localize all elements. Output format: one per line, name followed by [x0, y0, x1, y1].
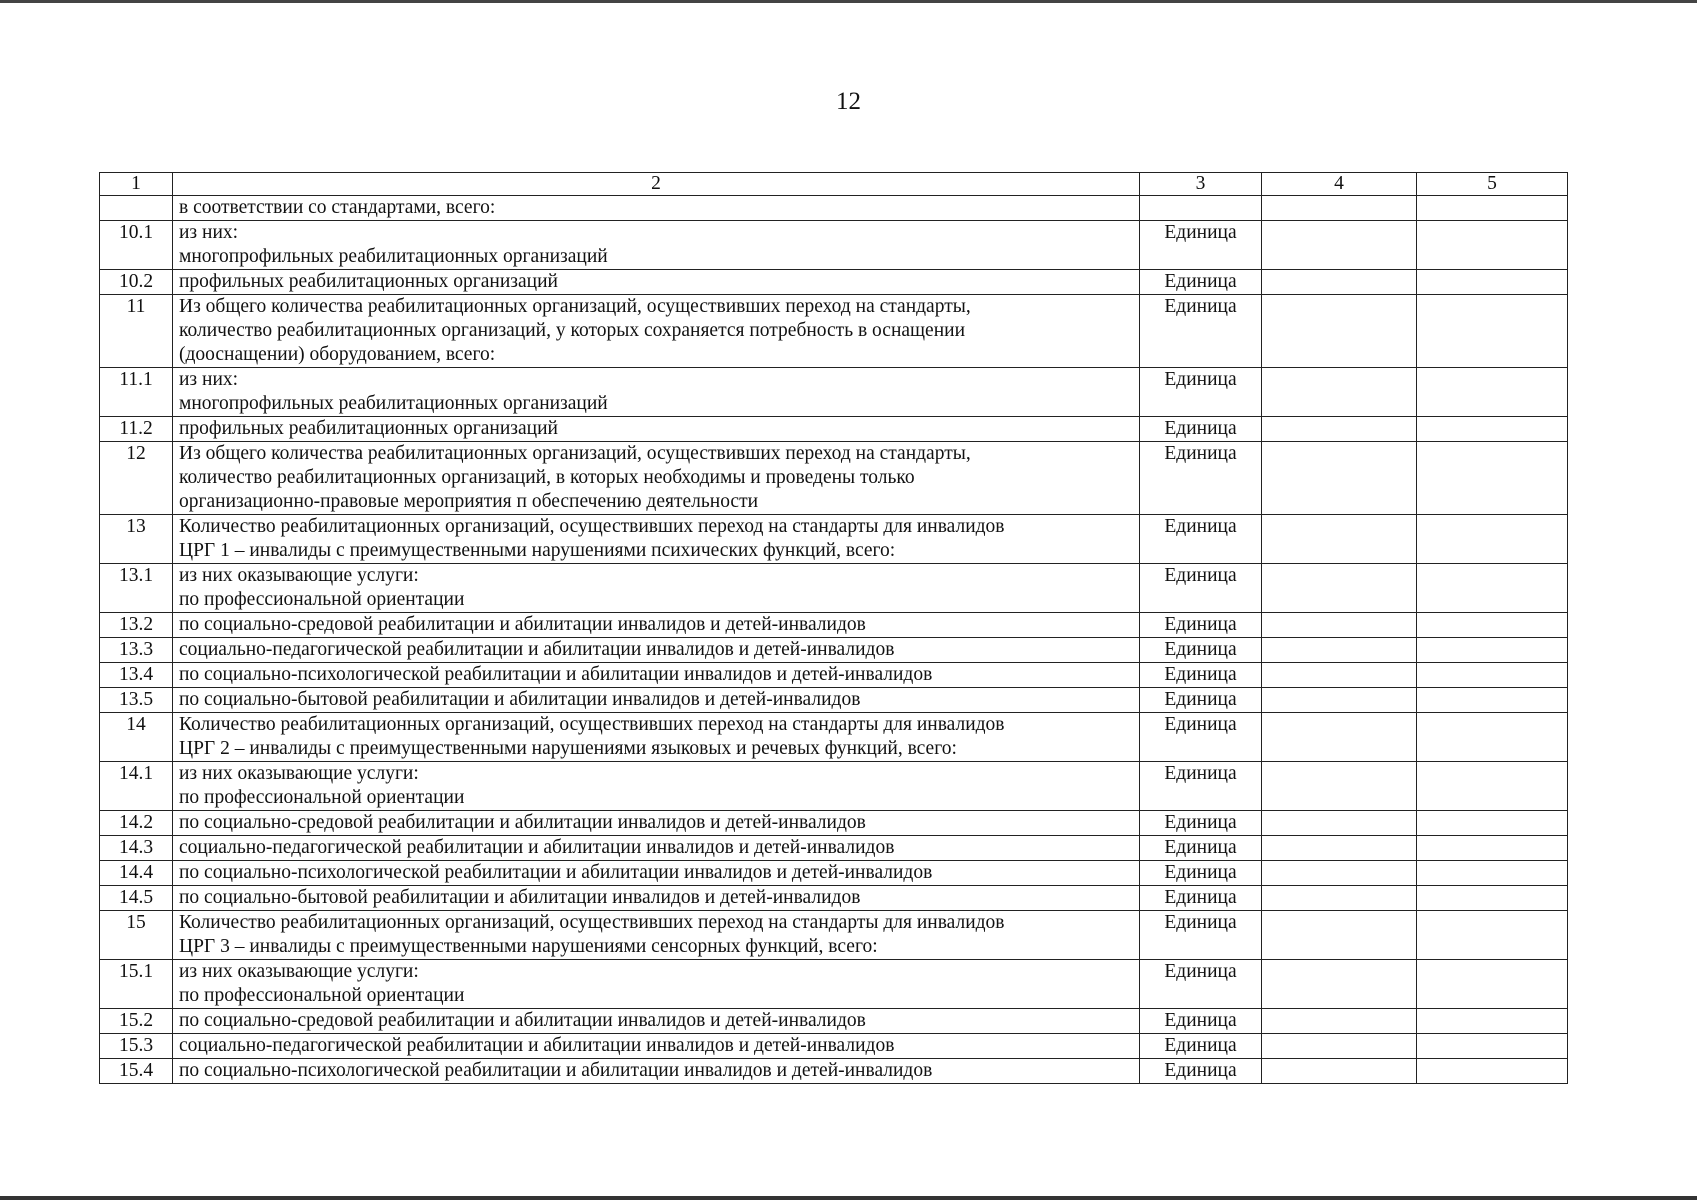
indicator-text-line: из них:	[179, 369, 239, 390]
value-cell-col5	[1417, 762, 1568, 811]
value-cell-col4	[1262, 564, 1417, 613]
indicator-text-line: многопрофильных реабилитационных организаций	[179, 246, 608, 267]
header-col-3: 3	[1140, 173, 1262, 196]
indicator-text-line: по профессиональной ориентации	[179, 985, 465, 1006]
value-cell-col4	[1262, 811, 1417, 836]
unit-cell: Единица	[1140, 368, 1262, 417]
value-cell-col5	[1417, 564, 1568, 613]
row-number-cell	[100, 196, 173, 221]
row-number-cell: 13.5	[100, 688, 173, 713]
unit-cell: Единица	[1140, 515, 1262, 564]
row-number-cell: 13	[100, 515, 173, 564]
unit-cell: Единица	[1140, 295, 1262, 368]
value-cell-col5	[1417, 295, 1568, 368]
unit-cell	[1140, 196, 1262, 221]
table-row	[100, 613, 1568, 638]
value-cell-col4	[1262, 270, 1417, 295]
table-row	[100, 442, 1568, 515]
unit-cell: Единица	[1140, 613, 1262, 638]
unit-cell: Единица	[1140, 811, 1262, 836]
indicator-name-cell	[173, 911, 1140, 960]
table-row	[100, 1034, 1568, 1059]
table-row	[100, 911, 1568, 960]
table-row	[100, 811, 1568, 836]
indicator-text-line: по социально-психологической реабилитации и абилитации инвалидов и детей-инвалидов	[179, 862, 933, 883]
indicator-name-cell	[173, 270, 1140, 295]
row-number-cell: 11	[100, 295, 173, 368]
indicator-text-line: по социально-бытовой реабилитации и абилитации инвалидов и детей-инвалидов	[179, 887, 861, 908]
indicator-name-cell	[173, 515, 1140, 564]
unit-cell: Единица	[1140, 638, 1262, 663]
row-number-cell: 10.1	[100, 221, 173, 270]
indicator-text-line: по социально-средовой реабилитации и абилитации инвалидов и детей-инвалидов	[179, 1010, 866, 1031]
value-cell-col4	[1262, 221, 1417, 270]
value-cell-col5	[1417, 613, 1568, 638]
value-cell-col4	[1262, 861, 1417, 886]
value-cell-col4	[1262, 1034, 1417, 1059]
header-col-5: 5	[1417, 173, 1568, 196]
row-number-cell: 14	[100, 713, 173, 762]
indicator-name-cell	[173, 613, 1140, 638]
value-cell-col4	[1262, 836, 1417, 861]
value-cell-col4	[1262, 1009, 1417, 1034]
indicator-text-line: Количество реабилитационных организаций, осуществивших переход на стандарты для инвалидов	[179, 516, 1005, 537]
indicator-text-line: количество реабилитационных организаций, у которых сохраняется потребность в оснащении	[179, 320, 966, 341]
value-cell-col4	[1262, 762, 1417, 811]
table-row	[100, 663, 1568, 688]
table-row	[100, 762, 1568, 811]
row-number-cell: 15.3	[100, 1034, 173, 1059]
table-row	[100, 688, 1568, 713]
indicator-text-line: из них оказывающие услуги:	[179, 961, 419, 982]
indicator-text-line: социально-педагогической реабилитации и абилитации инвалидов и детей-инвалидов	[179, 837, 895, 858]
value-cell-col5	[1417, 368, 1568, 417]
value-cell-col4	[1262, 886, 1417, 911]
indicator-text-line: социально-педагогической реабилитации и абилитации инвалидов и детей-инвалидов	[179, 639, 895, 660]
indicator-text-line: Количество реабилитационных организаций, осуществивших переход на стандарты для инвалидов	[179, 912, 1005, 933]
unit-cell: Единица	[1140, 886, 1262, 911]
value-cell-col4	[1262, 295, 1417, 368]
row-number-cell: 15.1	[100, 960, 173, 1009]
table-row	[100, 564, 1568, 613]
value-cell-col5	[1417, 861, 1568, 886]
indicator-name-cell	[173, 811, 1140, 836]
table-row	[100, 196, 1568, 221]
unit-cell: Единица	[1140, 442, 1262, 515]
indicator-name-cell	[173, 886, 1140, 911]
unit-cell: Единица	[1140, 836, 1262, 861]
value-cell-col5	[1417, 417, 1568, 442]
indicator-name-cell	[173, 861, 1140, 886]
row-number-cell: 13.3	[100, 638, 173, 663]
value-cell-col4	[1262, 417, 1417, 442]
table-row	[100, 861, 1568, 886]
unit-cell: Единица	[1140, 1059, 1262, 1084]
table-row	[100, 836, 1568, 861]
value-cell-col5	[1417, 1009, 1568, 1034]
value-cell-col5	[1417, 836, 1568, 861]
indicator-name-cell	[173, 836, 1140, 861]
indicator-text-line: из них оказывающие услуги:	[179, 565, 419, 586]
value-cell-col5	[1417, 663, 1568, 688]
unit-cell: Единица	[1140, 713, 1262, 762]
unit-cell: Единица	[1140, 911, 1262, 960]
value-cell-col4	[1262, 688, 1417, 713]
row-number-cell: 14.1	[100, 762, 173, 811]
indicator-name-cell	[173, 663, 1140, 688]
table-row	[100, 960, 1568, 1009]
indicator-name-cell	[173, 1034, 1140, 1059]
indicator-name-cell	[173, 442, 1140, 515]
indicator-text-line: социально-педагогической реабилитации и абилитации инвалидов и детей-инвалидов	[179, 1035, 895, 1056]
indicator-text-line: количество реабилитационных организаций, в которых необходимы и проведены только	[179, 467, 915, 488]
table-row	[100, 713, 1568, 762]
table-row	[100, 515, 1568, 564]
value-cell-col4	[1262, 1059, 1417, 1084]
scan-edge-top	[0, 0, 1697, 3]
unit-cell: Единица	[1140, 221, 1262, 270]
indicator-text-line: Из общего количества реабилитационных организаций, осуществивших переход на стандарты,	[179, 443, 971, 464]
table-row	[100, 1009, 1568, 1034]
row-number-cell: 10.2	[100, 270, 173, 295]
indicator-text-line: по социально-психологической реабилитации и абилитации инвалидов и детей-инвалидов	[179, 1060, 933, 1081]
row-number-cell: 11.2	[100, 417, 173, 442]
indicator-name-cell	[173, 564, 1140, 613]
value-cell-col4	[1262, 368, 1417, 417]
row-number-cell: 13.2	[100, 613, 173, 638]
indicator-name-cell	[173, 417, 1140, 442]
table-row	[100, 221, 1568, 270]
value-cell-col5	[1417, 196, 1568, 221]
value-cell-col4	[1262, 638, 1417, 663]
page-number: 12	[836, 88, 861, 115]
unit-cell: Единица	[1140, 564, 1262, 613]
table-row	[100, 295, 1568, 368]
unit-cell: Единица	[1140, 960, 1262, 1009]
value-cell-col5	[1417, 638, 1568, 663]
table-body	[100, 196, 1568, 1084]
value-cell-col5	[1417, 713, 1568, 762]
value-cell-col5	[1417, 221, 1568, 270]
row-number-cell: 14.5	[100, 886, 173, 911]
indicator-text-line: по профессиональной ориентации	[179, 787, 465, 808]
indicator-name-cell	[173, 960, 1140, 1009]
unit-cell: Единица	[1140, 417, 1262, 442]
table-row	[100, 417, 1568, 442]
value-cell-col4	[1262, 663, 1417, 688]
indicator-name-cell	[173, 295, 1140, 368]
indicator-name-cell	[173, 762, 1140, 811]
value-cell-col4	[1262, 442, 1417, 515]
unit-cell: Единица	[1140, 270, 1262, 295]
unit-cell: Единица	[1140, 861, 1262, 886]
indicator-text-line: по профессиональной ориентации	[179, 589, 465, 610]
row-number-cell: 12	[100, 442, 173, 515]
indicator-name-cell	[173, 1009, 1140, 1034]
value-cell-col4	[1262, 713, 1417, 762]
indicator-text-line: по социально-бытовой реабилитации и абилитации инвалидов и детей-инвалидов	[179, 689, 861, 710]
scan-edge-bottom	[0, 1196, 1697, 1200]
indicator-text-line: ЦРГ 1 – инвалиды с преимущественными нарушениями психических функций, всего:	[179, 540, 896, 561]
indicator-name-cell	[173, 688, 1140, 713]
unit-cell: Единица	[1140, 762, 1262, 811]
value-cell-col4	[1262, 515, 1417, 564]
value-cell-col5	[1417, 515, 1568, 564]
row-number-cell: 13.1	[100, 564, 173, 613]
table-row	[100, 886, 1568, 911]
unit-cell: Единица	[1140, 1009, 1262, 1034]
row-number-cell: 15.4	[100, 1059, 173, 1084]
indicator-name-cell	[173, 196, 1140, 221]
indicator-text-line: в соответствии со стандартами, всего:	[179, 197, 496, 218]
indicator-text-line: Количество реабилитационных организаций, осуществивших переход на стандарты для инвалидов	[179, 714, 1005, 735]
value-cell-col5	[1417, 960, 1568, 1009]
row-number-cell: 11.1	[100, 368, 173, 417]
table-row	[100, 1059, 1568, 1084]
value-cell-col5	[1417, 911, 1568, 960]
header-col-1: 1	[100, 173, 173, 196]
value-cell-col5	[1417, 270, 1568, 295]
row-number-cell: 15	[100, 911, 173, 960]
row-number-cell: 14.3	[100, 836, 173, 861]
row-number-cell: 14.2	[100, 811, 173, 836]
value-cell-col5	[1417, 811, 1568, 836]
value-cell-col5	[1417, 886, 1568, 911]
indicator-text-line: ЦРГ 3 – инвалиды с преимущественными нарушениями сенсорных функций, всего:	[179, 936, 878, 957]
header-col-2: 2	[173, 173, 1140, 196]
indicator-name-cell	[173, 713, 1140, 762]
indicator-text-line: Из общего количества реабилитационных организаций, осуществивших переход на стандарты,	[179, 296, 971, 317]
unit-cell: Единица	[1140, 1034, 1262, 1059]
row-number-cell: 13.4	[100, 663, 173, 688]
indicator-text-line: многопрофильных реабилитационных организаций	[179, 393, 608, 414]
value-cell-col4	[1262, 196, 1417, 221]
table-row	[100, 368, 1568, 417]
row-number-cell: 15.2	[100, 1009, 173, 1034]
indicator-text-line: по социально-психологической реабилитации и абилитации инвалидов и детей-инвалидов	[179, 664, 933, 685]
table-row	[100, 638, 1568, 663]
value-cell-col5	[1417, 688, 1568, 713]
header-row	[100, 173, 1568, 196]
indicator-text-line: по социально-средовой реабилитации и абилитации инвалидов и детей-инвалидов	[179, 614, 866, 635]
indicator-text-line: (дооснащении) оборудованием, всего:	[179, 344, 496, 365]
indicator-name-cell	[173, 1059, 1140, 1084]
indicator-text-line: организационно-правовые мероприятия п обеспечению деятельности	[179, 491, 759, 512]
indicator-text-line: профильных реабилитационных организаций	[179, 418, 558, 439]
indicator-name-cell	[173, 221, 1140, 270]
row-number-cell: 14.4	[100, 861, 173, 886]
value-cell-col4	[1262, 960, 1417, 1009]
value-cell-col4	[1262, 911, 1417, 960]
unit-cell: Единица	[1140, 663, 1262, 688]
indicator-name-cell	[173, 638, 1140, 663]
indicator-text-line: из них:	[179, 222, 239, 243]
indicators-table	[99, 172, 1568, 1084]
indicator-text-line: из них оказывающие услуги:	[179, 763, 419, 784]
value-cell-col4	[1262, 613, 1417, 638]
value-cell-col5	[1417, 442, 1568, 515]
value-cell-col5	[1417, 1059, 1568, 1084]
header-col-4: 4	[1262, 173, 1417, 196]
indicator-text-line: профильных реабилитационных организаций	[179, 271, 558, 292]
table-row	[100, 270, 1568, 295]
unit-cell: Единица	[1140, 688, 1262, 713]
indicator-text-line: ЦРГ 2 – инвалиды с преимущественными нарушениями языковых и речевых функций, всего:	[179, 738, 957, 759]
indicator-name-cell	[173, 368, 1140, 417]
value-cell-col5	[1417, 1034, 1568, 1059]
indicator-text-line: по социально-средовой реабилитации и абилитации инвалидов и детей-инвалидов	[179, 812, 866, 833]
